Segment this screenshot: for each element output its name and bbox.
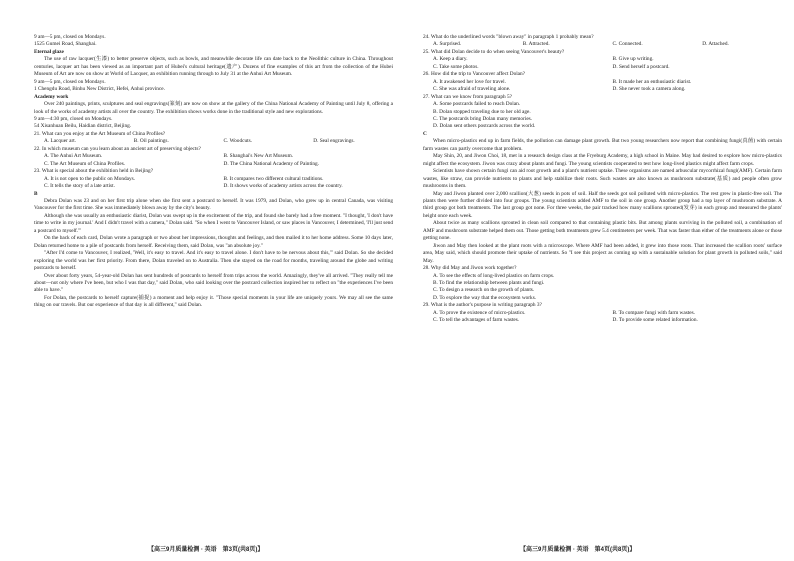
q29-option-a: A. To prove the existence of micro-plastics. — [433, 309, 526, 316]
question-26-options — [423, 79, 782, 94]
q28-option-b: B. To find the relationship between plants and fungi. — [433, 279, 545, 286]
question-25-options — [423, 56, 782, 71]
eternal-glaze-hours: 9 am—5 pm, closed on Mondays. — [34, 78, 106, 85]
question-22-stem: 22. In which museum can you learn about an ancient art of preserving objects? — [34, 145, 201, 152]
passage-c-paragraph-5: About twice as many scallions sprouted in clean soil compared to that containing plastic bits. But among plants surviving in the polluted soil, a combination of AMF and mushroom substrate helped them out. Those getting both treatments grew 5.4 centimeters per week. That was faster than either of the treatments alone or those getting none. — [423, 220, 782, 242]
question-24-options — [423, 41, 782, 48]
q23-option-b: B. It compares two different cultural traditions. — [223, 175, 324, 182]
question-24-stem: 24. What do the underlined words "blown away" in paragraph 1 probably mean? — [423, 34, 594, 40]
question-29-options — [423, 310, 782, 325]
section-b-heading: B — [34, 190, 38, 197]
passage-c-paragraph-6: Jiwon and May then looked at the plant roots with a microscope. Where AMF had been added, it grew into those roots. That increased the scallion roots' surface area, May said, which should promote their uptake of nutrients. So "I see this project as coming up with a sustainable solution for plant growth in polluted soils," said May. — [423, 242, 782, 264]
passage-b-paragraph-4: "After I'd come to Vancouver, I realized, 'Well, it's easy to travel. And it's easy to travel alone. I don't have to be nervous about this,'" said Dolan. So she decided exploring the world was her first priority. From there, Dolan traveled on to Australia. Then she stayed on the road for months, traveling around the globe and writing postcards to herself. — [34, 250, 393, 272]
page-footer-right: 【高三9月质量检测 · 英语 第4页(共8页)】 — [520, 547, 636, 553]
question-23-stem: 23. What is special about the exhibition held in Beijing? — [34, 168, 154, 175]
passage-b-paragraph-5: Over about forty years, 54-year-old Dolan has sent hundreds of postcards to herself from trips across the world. Amazingly, they've all arrived. "They really tell me about—not only where I've been, but who I was that day," said Dolan, who said looking over the postcard collection inspired her to reflect on "the experiences I've been able to have." — [34, 272, 393, 294]
right-page — [423, 34, 782, 561]
page-footer-left: 【高三9月质量检测 · 英语 第3页(共8页)】 — [148, 547, 264, 553]
q22-option-c: C. The Art Museum of China Profiles. — [44, 160, 126, 167]
q21-option-a: A. Lacquer art. — [44, 138, 77, 145]
q27-option-c: C. The postcards bring Dolan many memories. — [433, 115, 533, 122]
q24-option-b: B. Attracted. — [522, 41, 550, 48]
question-22-options — [34, 153, 393, 168]
q21-option-d: D. Seal engravings. — [313, 138, 355, 145]
intro-address: 1525 Gumei Road, Shanghai. — [34, 41, 97, 48]
q24-option-a: A. Surprised. — [433, 41, 462, 48]
q21-option-c: C. Woodcuts. — [223, 138, 252, 145]
question-28-options — [423, 273, 782, 303]
q27-option-a: A. Some postcards failed to reach Dolan. — [433, 101, 521, 108]
q24-option-d: D. Attached. — [702, 41, 729, 48]
academy-work-hours: 9 am—4:30 pm, closed on Mondays. — [34, 115, 113, 122]
academy-work-body: Over 240 paintings, prints, sculptures and seal engravings(篆刻) are now on show at the gallery of the China National Academy of Painting until July 8, offering a look of the works of academy artists all over the country. The exhibition shows works done in the traditional style and new explorations. — [34, 101, 393, 115]
question-28-stem: 28. Why did May and Jiwon work together? — [423, 265, 517, 272]
q25-option-b: B. Give up writing. — [612, 56, 654, 63]
q29-option-b: B. To compare fungi with farm wastes. — [612, 309, 695, 316]
section-c-heading: C — [423, 130, 427, 137]
q29-option-c: C. To tell the advantages of farm wastes. — [433, 317, 520, 324]
q25-option-c: C. Take some photos. — [433, 63, 479, 70]
passage-c-paragraph-1: When micro-plastics end up in farm fields, the pollution can damage plant growth. But two young researchers now report that combining fungi(真菌) with certain farm wastes can partly overcome that problem. — [423, 138, 782, 152]
eternal-glaze-body: The use of raw lacquer(生漆) to better preserve objects, such as bowls, and meanwhile decorate life can date back to the Neolithic culture in China. Throughout centuries, lacquer art has been viewed as an important part of Hubei's cultural heritage(遗产). Dozens of fine examples of this art from the collection of the Hubei Museum of Art are now on show at World of Lacquer, an exhibition running through to July 31 at the Anhui Art Museum. — [34, 56, 393, 78]
q26-option-d: D. She never took a camera along. — [612, 86, 686, 93]
q23-option-d: D. It shows works of academy artists across the country. — [223, 183, 343, 190]
q27-option-b: B. Dolan stopped traveling due to her old age. — [433, 108, 531, 115]
question-23-options — [34, 176, 393, 191]
passage-c-paragraph-2: May Shin, 20, and Jiwon Choi, 18, met in a research design class at the Fryeburg Academy, a high school in Maine. May had desired to explore how micro-plastics might affect the ecosystem. Jiwon was crazy about plants and fungi. The young scientists cooperated to test how long-lived plastics might affect farm crops. — [423, 153, 782, 167]
question-26-stem: 26. How did the trip to Vancouver affect Dolan? — [423, 71, 526, 78]
intro-hours: 9 am—5 pm, closed on Mondays. — [34, 34, 106, 40]
passage-b-paragraph-2: Although she was usually an enthusiastic diarist, Dolan was swept up in the excitement of the trip, and found she barely had a free moment. "I thought, 'I don't have time to write in my journal.' And I didn't travel with a camera," Dolan said. "So when I went to Vancouver Island, or saw places in Vancouver, I determined, 'I'll just send a postcard to myself.'" — [34, 212, 393, 234]
q28-option-a: A. To see the effects of long-lived plastics on farm crops. — [433, 272, 555, 279]
question-25-stem: 25. What did Dolan decide to do when seeing Vancouver's beauty? — [423, 48, 565, 55]
q29-option-d: D. To provide some related information. — [612, 317, 698, 324]
question-27-stem: 27. What can we know from paragraph 5? — [423, 93, 513, 100]
q23-option-c: C. It tells the story of a late artist. — [44, 183, 115, 190]
passage-b-paragraph-3: On the back of each card, Dolan wrote a paragraph or two about her impressions, thoughts and feelings, and then mailed it to her home address. Some 10 days later, Dolan returned home to a pile of postcards from herself. Receiving them, said Dolan, was "an absolute joy." — [34, 235, 393, 249]
question-21-options — [34, 138, 393, 145]
left-page — [34, 34, 393, 561]
passage-b-paragraph-1: Debra Dolan was 23 and on her first trip alone when she first sent a postcard to herself. It was 1979, and Dolan, who grew up in central Canada, was visiting Vancouver for the first time. She was immediately blown away by the city's beauty. — [34, 197, 393, 212]
q22-option-b: B. Shanghai's New Art Museum. — [223, 153, 294, 160]
q26-option-a: A. It awakened her love for travel. — [433, 78, 506, 85]
eternal-glaze-heading: Eternal glaze — [34, 48, 64, 55]
passage-c-paragraph-4: May and Jiwon planted over 2,000 scallion(大葱) seeds in pots of soil. Half the seeds got soil polluted with micro-plastics. The rest grew in plastic-free soil. The plants then were further divided into four groups. The young scientists added AMF to the soil in one group. Another group had a top layer of mushroom substrate. A third group got both treatments. The last group got none. For three weeks, the pair tracked how many scallions sprouted(发芽) in each group and measured the plants' height once each week. — [423, 190, 782, 219]
question-27-options — [423, 101, 782, 131]
question-29-stem: 29. What is the author's purpose in writing paragraph 3? — [423, 302, 542, 309]
q26-option-b: B. It made her an enthusiastic diarist. — [612, 78, 692, 85]
q22-option-d: D. The China National Academy of Painting. — [223, 160, 320, 167]
question-21-stem: 21. What can you enjoy at the Art Museum of China Profiles? — [34, 130, 166, 137]
q27-option-d: D. Dolan sent others postcards across the world. — [433, 123, 536, 130]
q25-option-a: A. Keep a diary. — [433, 56, 468, 63]
q21-option-b: B. Oil paintings. — [133, 138, 169, 145]
q25-option-d: D. Send herself a postcard. — [612, 63, 670, 70]
passage-c-paragraph-3: Scientists have shown certain fungi can aid root growth and a plant's nutrient uptake. These organisms are named arbuscular mycorrhizal fungi(AMF). Certain farm wastes, like straw, can provide nutrients to plants and help stabilize their roots. Such wastes are also known as mushroom substrate(基质) and people often grow mushrooms in them. — [423, 168, 782, 190]
q28-option-c: C. To design a research on the growth of plants. — [433, 287, 535, 294]
passage-b-paragraph-6: For Dolan, the postcards to herself capture(捕捉) a moment and help enjoy it. "Those special moments in your life are uniquely yours. We may all see the same thing on our travels. But our experience of that day is all different," said Dolan. — [34, 294, 393, 309]
q26-option-c: C. She was afraid of traveling alone. — [433, 86, 511, 93]
q28-option-d: D. To explore the way that the ecosystem works. — [433, 294, 537, 301]
q23-option-a: A. It is not open to the public on Mondays. — [44, 175, 136, 182]
q24-option-c: C. Connected. — [612, 41, 643, 48]
academy-work-heading: Academy work — [34, 93, 69, 100]
academy-work-address: 54 Xisanhuan Beilu, Haidian district, Beijing. — [34, 123, 132, 130]
q22-option-a: A. The Anhui Art Museum. — [44, 153, 103, 160]
eternal-glaze-address: 1 Chengdu Road, Binhu New District, Hefei, Anhui province. — [34, 86, 165, 93]
